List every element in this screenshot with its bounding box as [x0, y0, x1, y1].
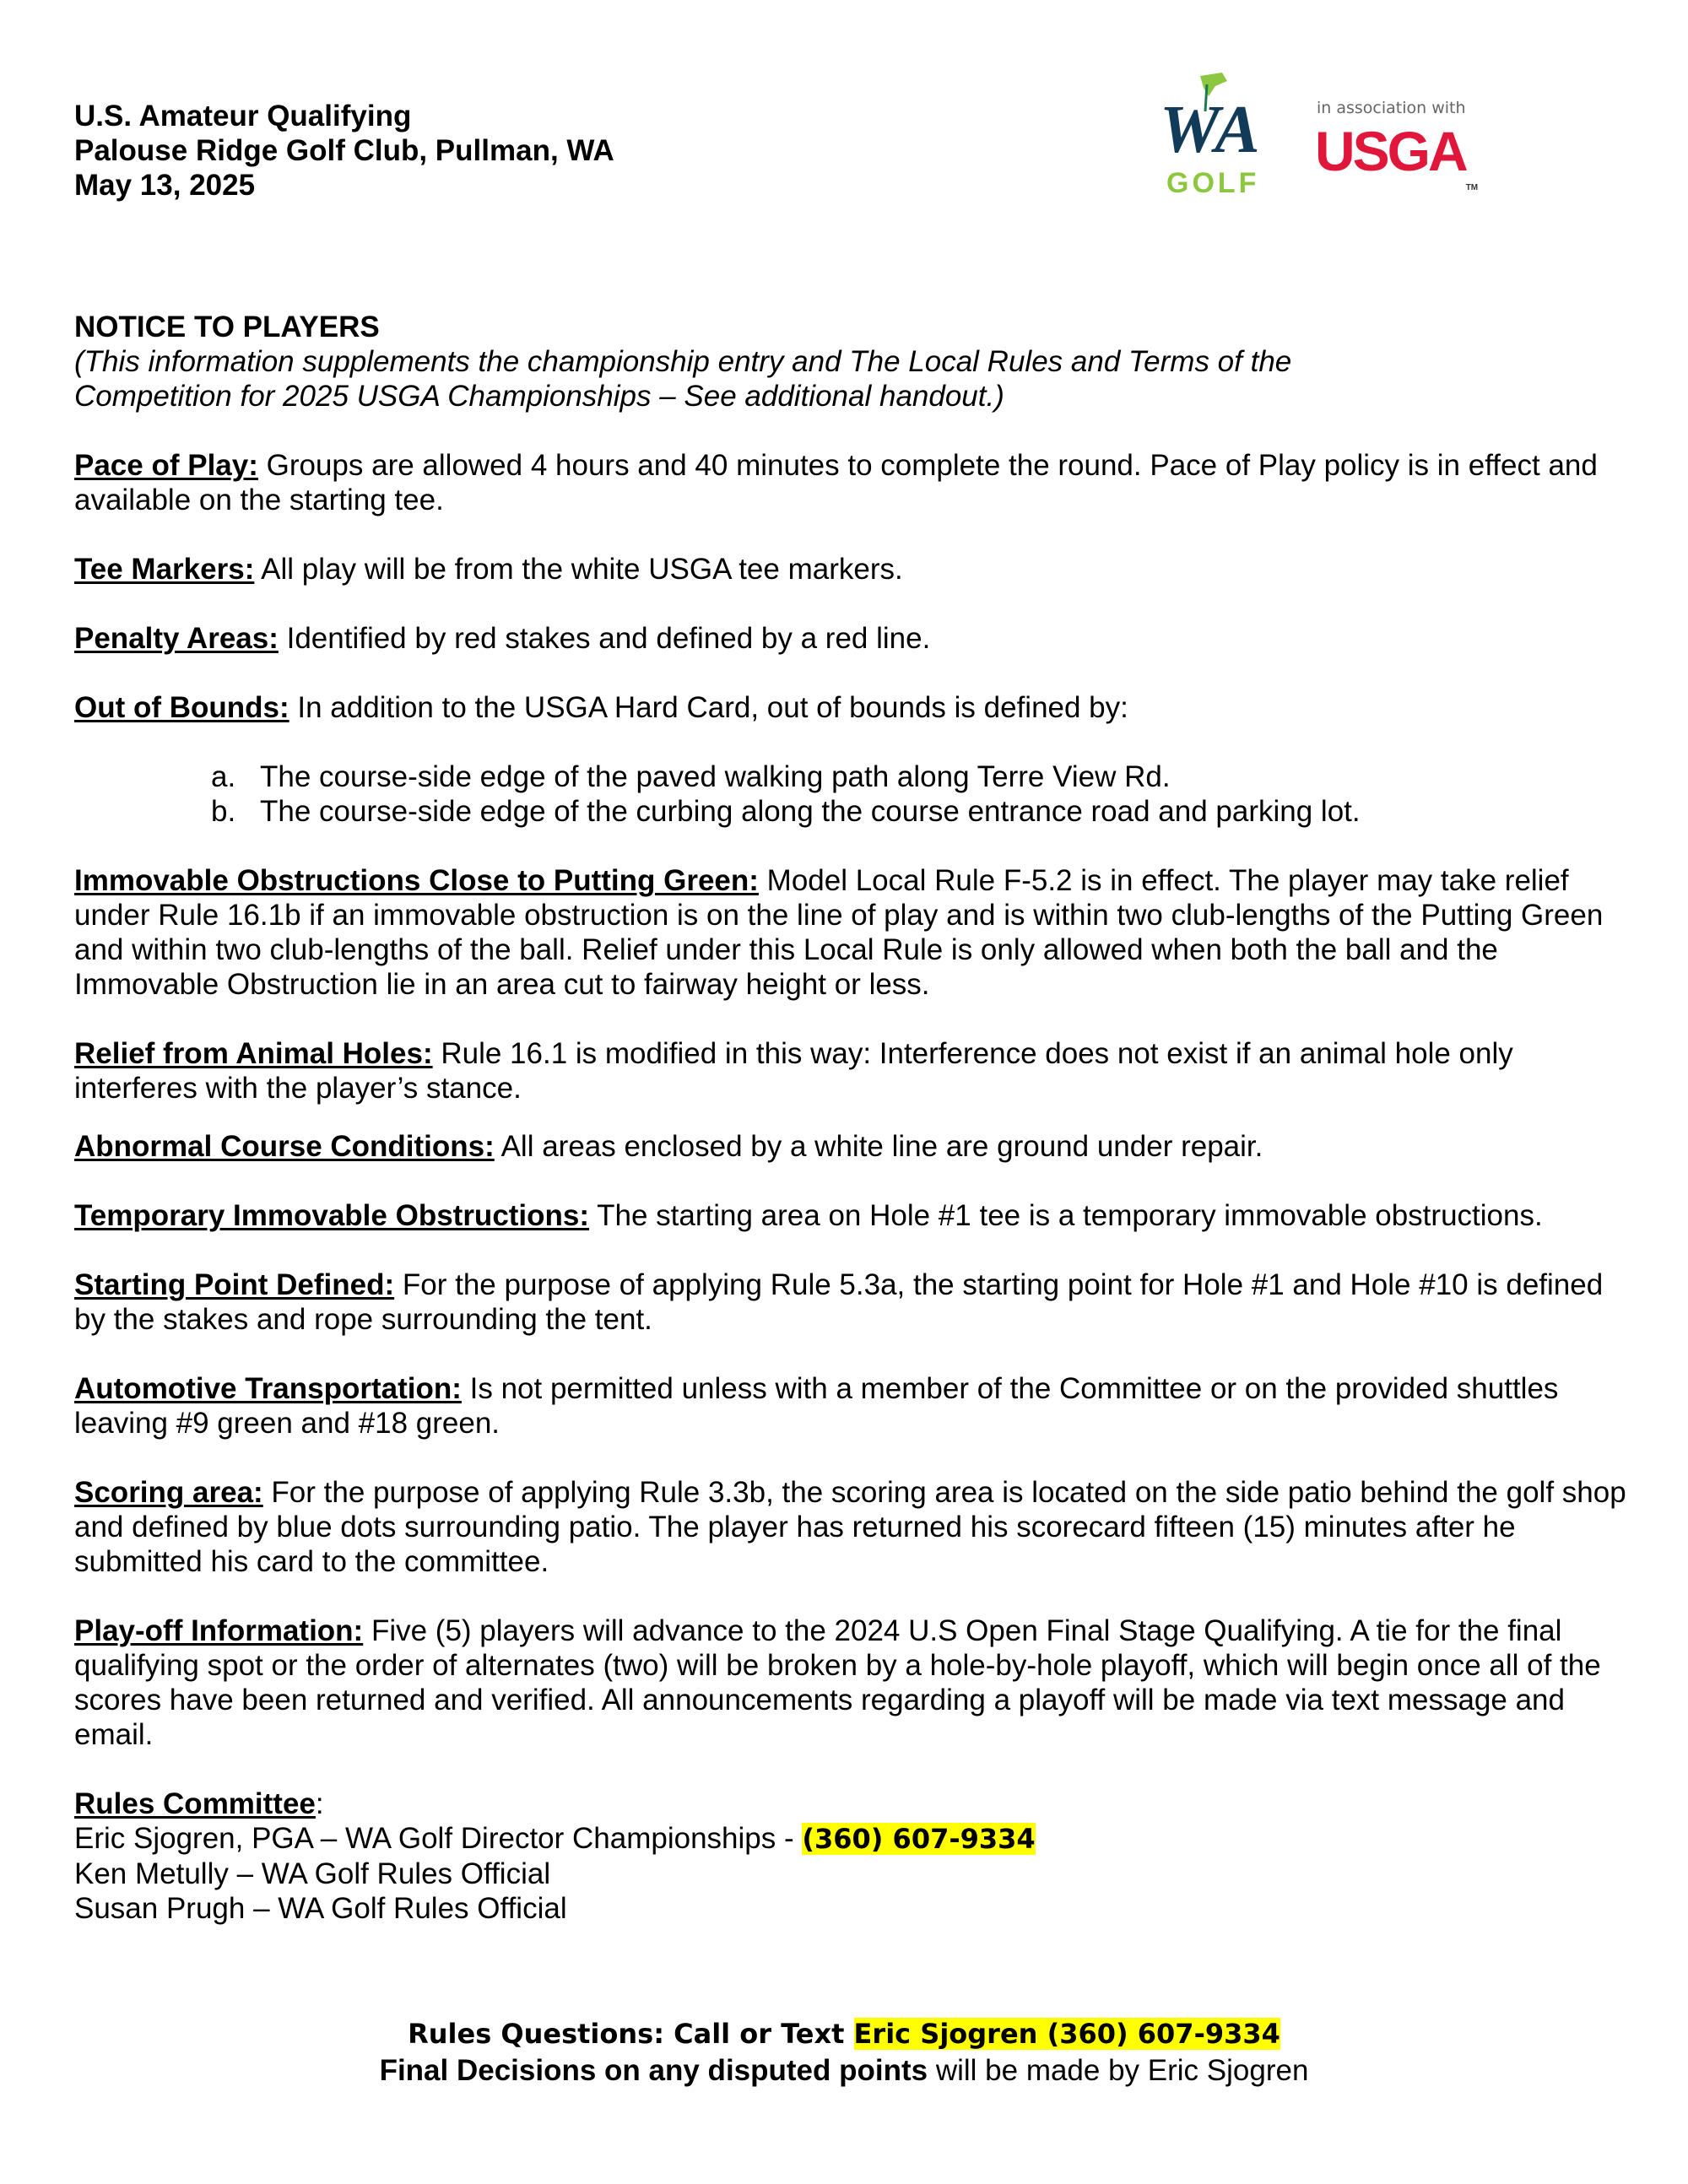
venue: Palouse Ridge Golf Club, Pullman, WA: [74, 134, 614, 167]
list-item: [74, 794, 1636, 829]
notice-body: [74, 310, 1636, 1926]
section-pace-of-play: [74, 448, 1636, 517]
committee-member: [74, 1821, 1636, 1857]
section-text: Five (5) players will advance to the 2024 U.S Open Final Stage Qualifying. A tie for the final qualifying spot or the order of alternates (two) will be broken by a hole-by-hole playoff, which will begin once all of the scores have been returned and verified. All announcements regarding a playoff will be made via text message and email.: [74, 1614, 1601, 1751]
list-item-text: The course-side edge of the paved walking path along Terre View Rd.: [260, 760, 1171, 793]
logo-area: [1156, 73, 1477, 208]
association-text: in association with: [1317, 99, 1466, 117]
committee-member: Susan Prugh – WA Golf Rules Official: [74, 1892, 567, 1925]
golf-logo-text: GOLF: [1166, 167, 1260, 199]
section-immovable-obstructions: [74, 863, 1636, 1002]
section-heading: Immovable Obstructions Close to Putting Green:: [74, 864, 759, 897]
section-heading: Rules Committee: [74, 1787, 316, 1820]
wa-golf-logo: [1156, 73, 1283, 199]
section-tee-markers: [74, 552, 1636, 587]
section-penalty-areas: [74, 621, 1636, 656]
notice-title: NOTICE TO PLAYERS: [74, 311, 380, 343]
section-text: For the purpose of applying Rule 5.3a, the starting point for Hole #1 and Hole #10 is defined by the stakes and rope surrounding the tent.: [74, 1268, 1604, 1336]
committee-member-name: Eric Sjogren, PGA – WA Golf Director Championships -: [74, 1822, 803, 1855]
section-text: For the purpose of applying Rule 3.3b, the scoring area is located on the side patio behind the golf shop and defined by blue dots surrounding patio. The player has returned his scorecard fifteen (15) minutes after he submitted his card to the committee.: [74, 1476, 1626, 1578]
committee-colon: :: [315, 1787, 324, 1820]
rules-questions-contact: Eric Sjogren (360) 607-9334: [853, 2018, 1280, 2050]
wa-logo-text: WA: [1160, 93, 1260, 167]
section-text: Is not permitted unless with a member of the Committee or on the provided shuttles leaving #9 green and #18 green.: [74, 1372, 1559, 1440]
rules-questions-prefix: Rules Questions: Call or Text: [408, 2018, 854, 2050]
final-decisions-rest: will be made by Eric Sjogren: [928, 2054, 1309, 2087]
section-automotive: [74, 1371, 1636, 1441]
document-header: [74, 99, 614, 203]
section-heading: Penalty Areas:: [74, 622, 279, 655]
section-out-of-bounds: [74, 690, 1636, 829]
final-decisions-bold: Final Decisions on any disputed points: [379, 2054, 928, 2087]
list-item-text: The course-side edge of the curbing along the course entrance road and parking lot.: [260, 795, 1361, 828]
footer: [0, 2015, 1688, 2089]
usga-trademark: TM: [1465, 183, 1479, 192]
section-starting-point: [74, 1268, 1636, 1337]
section-heading: Tee Markers:: [74, 553, 255, 586]
committee-phone: (360) 607-9334: [802, 1823, 1036, 1855]
event-title: U.S. Amateur Qualifying: [74, 100, 412, 132]
section-heading: Temporary Immovable Obstructions:: [74, 1199, 590, 1232]
section-playoff: [74, 1614, 1636, 1752]
section-heading: Abnormal Course Conditions:: [74, 1130, 495, 1163]
section-text: Groups are allowed 4 hours and 40 minutes to complete the round. Pace of Play policy is in effect and available on the starting tee.: [74, 449, 1598, 516]
section-text: The starting area on Hole #1 tee is a temporary immovable obstructions.: [589, 1199, 1543, 1232]
section-text: All areas enclosed by a white line are ground under repair.: [494, 1130, 1263, 1163]
section-heading: Play-off Information:: [74, 1614, 364, 1647]
section-temporary-obstructions: [74, 1198, 1636, 1233]
usga-logo: [1315, 120, 1479, 192]
section-heading: Automotive Transportation:: [74, 1372, 462, 1405]
committee-member: Ken Metully – WA Golf Rules Official: [74, 1857, 551, 1890]
rules-questions: [0, 2015, 1688, 2052]
section-heading: Starting Point Defined:: [74, 1268, 395, 1301]
section-text: In addition to the USGA Hard Card, out of bounds is defined by:: [289, 691, 1128, 724]
usga-logo-text: USGA: [1315, 120, 1466, 182]
out-of-bounds-list: [74, 760, 1636, 829]
final-decisions: [0, 2052, 1688, 2089]
section-rules-committee: [74, 1787, 1636, 1926]
section-scoring-area: [74, 1475, 1636, 1579]
section-text: Identified by red stakes and defined by a red line.: [278, 622, 931, 655]
section-text: Model Local Rule F-5.2 is in effect. The player may take relief under Rule 16.1b if an immovable obstruction is on the line of play and is within two club-lengths of the Putting Green and within two club-lengths of the ball. Relief under this Local Rule is only allowed when both the ball and the Immovable Obstruction lie in an area cut to fairway height or less.: [74, 864, 1604, 1001]
section-animal-holes: [74, 1036, 1636, 1106]
list-item: [74, 760, 1636, 794]
section-abnormal-conditions: [74, 1129, 1636, 1164]
section-text: All play will be from the white USGA tee markers.: [254, 553, 903, 586]
event-date: May 13, 2025: [74, 169, 256, 202]
notice-subtitle-line1: (This information supplements the championship entry and The Local Rules and Terms of the: [74, 345, 1292, 378]
section-heading: Pace of Play:: [74, 449, 258, 482]
notice-subtitle: [74, 344, 1636, 414]
list-item-letter: b.: [211, 795, 236, 828]
section-text: Rule 16.1 is modified in this way: Interference does not exist if an animal hole only interferes with the player’s stance.: [74, 1037, 1513, 1105]
section-heading: Relief from Animal Holes:: [74, 1037, 433, 1070]
section-heading: Scoring area:: [74, 1476, 263, 1509]
section-heading: Out of Bounds:: [74, 691, 289, 724]
list-item-letter: a.: [211, 760, 236, 793]
notice-subtitle-line2: Competition for 2025 USGA Championships – See additional handout.): [74, 380, 1004, 413]
